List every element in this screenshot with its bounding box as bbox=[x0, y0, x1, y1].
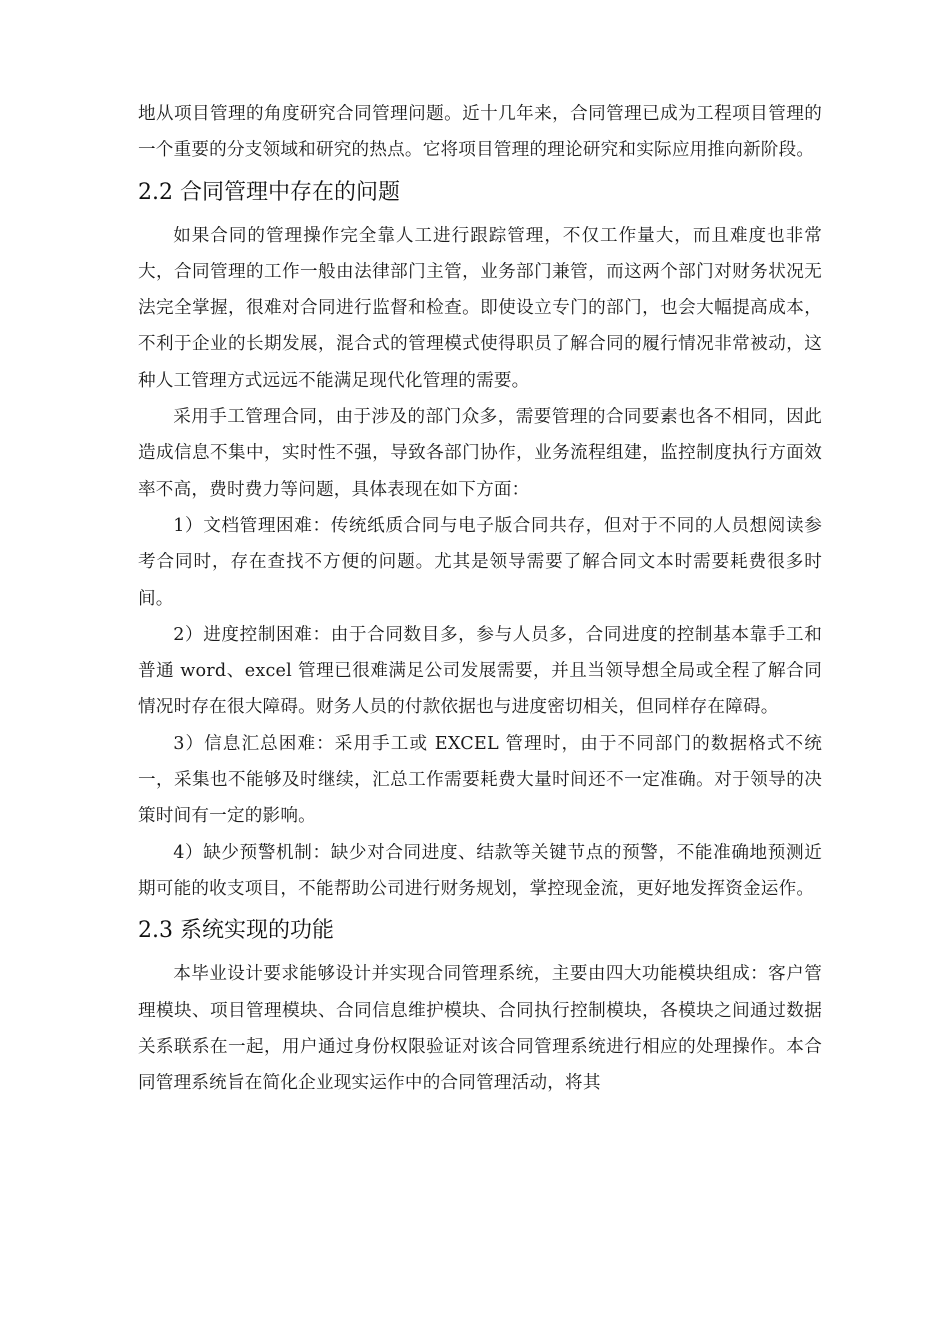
paragraph-intro: 地从项目管理的角度研究合同管理问题。近十几年来，合同管理已成为工程项目管理的一个重要的分支领域和研究的热点。它将项目管理的理论研究和实际应用推向新阶段。 bbox=[138, 104, 822, 161]
list-item-progress-control: 2）进度控制困难：由于合同数目多，参与人员多，合同进度的控制基本靠手工和普通 word、excel 管理已很难满足公司发展需要，并且当领导想全局或全程了解合同情况时存在很大障碍。财务人员的付款依据也与进度密切相关，但同样存在障碍。 bbox=[138, 624, 822, 718]
list-item-info-summary: 3）信息汇总困难：采用手工或 EXCEL 管理时，由于不同部门的数据格式不统一，采集也不能够及时继续，汇总工作需要耗费大量时间还不一定准确。对于领导的决策时间有一定的影响。 bbox=[138, 733, 822, 827]
paragraph-system-functions: 本毕业设计要求能够设计并实现合同管理系统，主要由四大功能模块组成：客户管理模块、项目管理模块、合同信息维护模块、合同执行控制模块，各模块之间通过数据关系联系在一起，用户通过身份权限验证对该合同管理系统进行相应的处理操作。本合同管理系统旨在简化企业现实运作中的合同管理活动，将其 bbox=[138, 964, 822, 1094]
section-heading-2-2: 2.2 合同管理中存在的问题 bbox=[138, 179, 400, 205]
paragraph-manual-contract: 采用手工管理合同，由于涉及的部门众多，需要管理的合同要素也各不相同，因此造成信息不集中，实时性不强，导致各部门协作，业务流程组建，监控制度执行方面效率不高，费时费力等问题，具体表现在如下方面： bbox=[138, 407, 822, 500]
list-item-document-management: 1）文档管理困难：传统纸质合同与电子版合同共存，但对于不同的人员想阅读参考合同时，存在查找不方便的问题。尤其是领导需要了解合同文本时需要耗费很多时间。 bbox=[138, 515, 822, 609]
list-item-warning-mechanism: 4）缺少预警机制：缺少对合同进度、结款等关键节点的预警，不能准确地预测近期可能的收支项目，不能帮助公司进行财务规划，掌控现金流，更好地发挥资金运作。 bbox=[138, 842, 822, 899]
document-body bbox=[138, 96, 822, 1101]
paragraph-manual-tracking: 如果合同的管理操作完全靠人工进行跟踪管理，不仅工作量大，而且难度也非常大，合同管理的工作一般由法律部门主管，业务部门兼管，而这两个部门对财务状况无法完全掌握，很难对合同进行监督和检查。即使设立专门的部门，也会大幅提高成本，不利于企业的长期发展，混合式的管理模式使得职员了解合同的履行情况非常被动，这种人工管理方式远远不能满足现代化管理的需要。 bbox=[138, 225, 822, 391]
section-heading-2-3: 2.3 系统实现的功能 bbox=[138, 918, 334, 944]
